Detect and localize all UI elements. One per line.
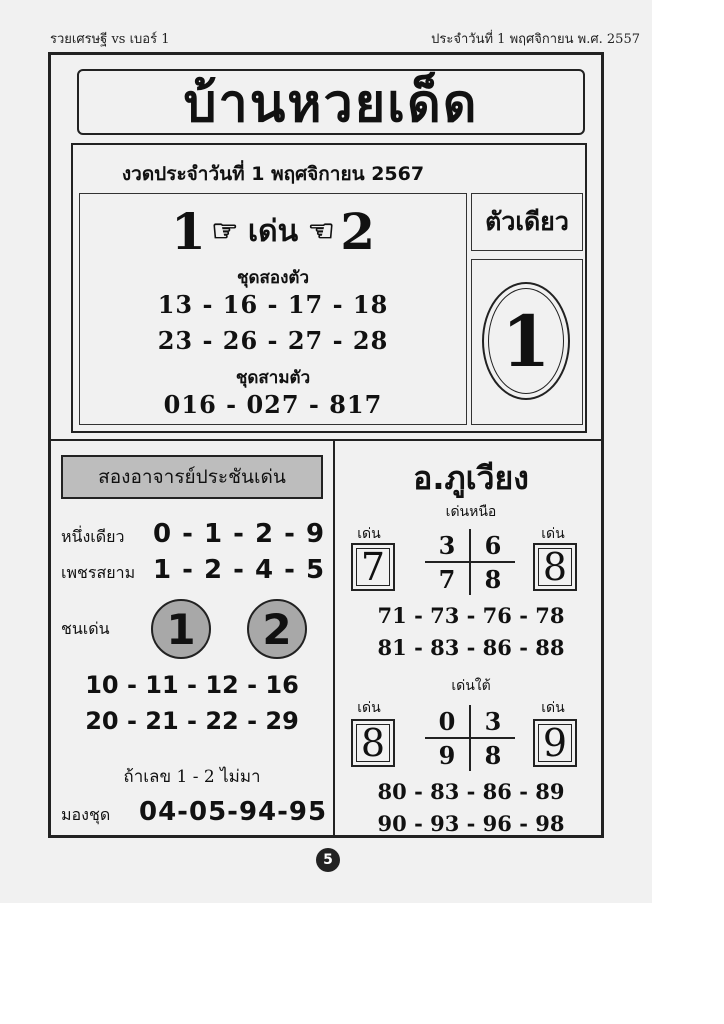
bottom-left-side-label: เด่น <box>357 700 381 716</box>
top-cross-tr: 6 <box>484 531 502 560</box>
three-digit-label: ชุดสามตัว <box>235 368 311 388</box>
top-cross-br: 8 <box>484 565 502 594</box>
lead-digit-1: 1 <box>171 202 206 261</box>
single-digit-label: ตัวเดียว <box>471 193 583 251</box>
bottom-label: เด่นใต้ <box>451 678 491 694</box>
lead-line <box>80 202 466 261</box>
left-row-1-label: หนึ่งเดียว <box>61 527 125 546</box>
top-cross-bl: 7 <box>438 565 456 594</box>
top-left-box-digit: 7 <box>356 548 390 586</box>
right-section-title: อ.ภูเวียง <box>413 459 529 497</box>
bottom-right-box-digit: 9 <box>538 724 572 762</box>
top-cross-tl: 3 <box>438 531 456 560</box>
draw-date: งวดประจำวันที่ 1 พฤศจิกายน 2567 <box>121 163 425 185</box>
main-frame <box>48 52 604 838</box>
bottom-cross-tl: 0 <box>438 707 456 736</box>
header-right: ประจำวันที่ 1 พฤศจิกายน พ.ศ. 2557 <box>431 32 640 47</box>
page-title: บ้านหวยเด็ด <box>77 69 585 135</box>
top-right-box-digit: 8 <box>538 548 572 586</box>
bottom-cross-bl: 9 <box>438 741 456 770</box>
top-cross-v <box>469 529 471 595</box>
left-section-title: สองอาจารย์ประชันเด่น <box>61 455 323 499</box>
header-left: รวยเศรษฐี vs เบอร์ 1 <box>50 32 170 47</box>
lead-label: เด่น <box>247 214 299 249</box>
top-right-box <box>533 543 577 591</box>
bottom-left-box-digit: 8 <box>356 724 390 762</box>
single-digit-box <box>471 259 583 425</box>
bottom-right-side-label: เด่น <box>541 700 565 716</box>
lead-panel <box>79 193 467 425</box>
mong-label: มองชุด <box>61 805 111 824</box>
top-row-2: 81 - 83 - 86 - 88 <box>377 635 565 660</box>
two-digit-label: ชุดสองตัว <box>236 268 310 288</box>
chon-digit-2: 2 <box>247 599 307 659</box>
left-row-2-label: เพชรสยาม <box>61 563 136 582</box>
bottom-cross-tr: 3 <box>484 707 502 736</box>
top-left-side-label: เด่น <box>357 526 381 542</box>
draw-box <box>71 143 587 433</box>
bottom-row-2: 90 - 93 - 96 - 98 <box>377 811 565 836</box>
chon-digit-1: 1 <box>151 599 211 659</box>
bottom-cross-v <box>469 705 471 771</box>
left-number-row-2: 20 - 21 - 22 - 29 <box>85 707 299 735</box>
left-row-1-value: 0 - 1 - 2 - 9 <box>153 519 326 549</box>
two-digit-row-1: 13 - 16 - 17 - 18 <box>157 290 389 319</box>
bottom-row-1: 80 - 83 - 86 - 89 <box>377 779 565 804</box>
two-digit-row-2: 23 - 26 - 27 - 28 <box>157 326 389 355</box>
section-divider <box>51 439 601 441</box>
lead-digit-2: 2 <box>340 202 375 261</box>
chon-label: ชนเด่น <box>61 619 110 638</box>
top-row-1: 71 - 73 - 76 - 78 <box>377 603 565 628</box>
top-label: เด่นหนือ <box>445 504 497 520</box>
top-right-side-label: เด่น <box>541 526 565 542</box>
left-row-2-value: 1 - 2 - 4 - 5 <box>153 555 326 585</box>
bottom-left-box <box>351 719 395 767</box>
left-note: ถ้าเลข 1 - 2 ไม่มา <box>123 767 261 787</box>
bottom-cross-br: 8 <box>484 741 502 770</box>
mong-value: 04-05-94-95 <box>139 797 328 827</box>
bottom-right-box <box>533 719 577 767</box>
single-digit-oval <box>482 282 570 400</box>
top-left-box <box>351 543 395 591</box>
top-cross <box>425 529 515 595</box>
bottom-cross <box>425 705 515 771</box>
single-digit: 1 <box>488 288 564 394</box>
pointing-hand-left-icon: ☜ <box>307 214 335 249</box>
left-number-row-1: 10 - 11 - 12 - 16 <box>85 671 299 699</box>
three-digit-row: 016 - 027 - 817 <box>163 390 383 419</box>
pointing-hand-right-icon: ☞ <box>211 214 239 249</box>
page-number: 5 <box>316 848 340 872</box>
